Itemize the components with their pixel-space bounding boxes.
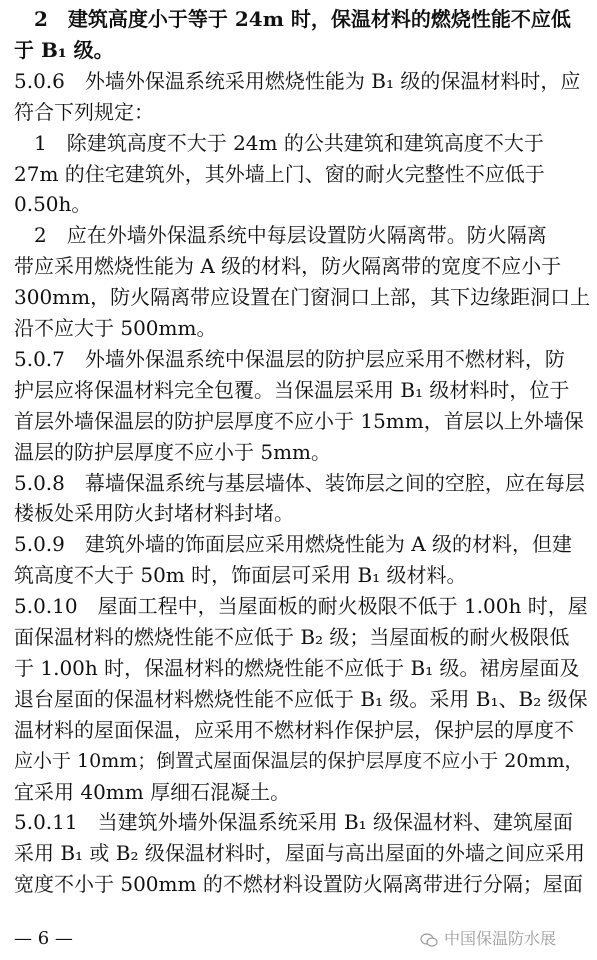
text-line: 5.0.8 幕墙保温系统与基层墙体、装饰层之间的空腔，应在每层 <box>14 470 585 495</box>
text-line: 0.50h。 <box>14 192 92 217</box>
text-line: 5.0.10 屋面工程中，当屋面板的耐火极限不低于 1.00h 时，屋 <box>14 594 588 619</box>
text-line: 2 应在外墙外保温系统中每层设置防火隔离带。防火隔离 <box>14 223 547 248</box>
text-line: 沿不应大于 500mm。 <box>14 316 217 340</box>
text-line: 5.0.7 外墙外保温系统中保温层的防护层应采用不燃材料，防 <box>14 346 565 371</box>
text-line: 温层的防护层厚度不应小于 5mm。 <box>14 439 332 464</box>
text-line: 符合下列规定： <box>14 99 154 124</box>
text-line: 护层应将保温材料完全包覆。当保温层采用 B₁ 级材料时，位于 <box>14 377 570 402</box>
text-line: 宽度不小于 500mm 的不燃材料设置防火隔离带进行分隔；屋面 <box>14 872 583 897</box>
text-line: 带应采用燃烧性能为 A 级的材料，防火隔离带的宽度不应小于 <box>14 254 562 279</box>
text-line: 面保温材料的燃烧性能不应低于 B₂ 级；当屋面板的耐火极限低 <box>14 625 570 649</box>
watermark-text: 中国保温防水展 <box>444 929 557 948</box>
text-line: 温材料的屋面保温，应采用不燃材料作保护层，保护层的厚度不 <box>14 717 574 742</box>
text-line: 300mm，防火隔离带应设置在门窗洞口上部，其下边缘距洞口上 <box>14 285 591 310</box>
text-line: 5.0.9 建筑外墙的饰面层应采用燃烧性能为 A 级的材料，但建 <box>14 532 573 557</box>
text-line: 筑高度不大于 50m 时，饰面层可采用 B₁ 级材料。 <box>14 563 467 588</box>
text-line: 采用 B₁ 或 B₂ 级保温材料时，屋面与高出屋面的外墙之间应采用 <box>14 841 585 866</box>
text-line: 退台屋面的保温材料燃烧性能不应低于 B₁ 级。采用 B₁、B₂ 级保 <box>14 686 588 711</box>
text-line: 于 1.00h 时，保温材料的燃烧性能不应低于 B₁ 级。裙房屋面及 <box>14 655 580 680</box>
text-line: 首层外墙保温层的防护层厚度不应小于 15mm，首层以上外墙保 <box>14 408 584 433</box>
text-line: 5.0.6 外墙外保温系统采用燃烧性能为 B₁ 级的保温材料时，应 <box>14 68 581 93</box>
text-line: 楼板处采用防火封堵材料封堵。 <box>14 501 294 526</box>
text-line: 1 除建筑高度不大于 24m 的公共建筑和建筑高度不大于 <box>14 130 544 155</box>
text-line: 应小于 10mm；倒置式屋面保温层的保护层厚度不应小于 20mm， <box>14 749 584 772</box>
text-line: 5.0.11 当建筑外墙外保温系统采用 B₁ 级保温材料、建筑屋面 <box>14 810 574 835</box>
page-number: — 6 — <box>14 928 73 949</box>
watermark <box>420 924 556 954</box>
wechat-icon <box>420 933 438 947</box>
text-line: 2 建筑高度小于等于 24m 时，保温材料的燃烧性能不应低 <box>14 7 571 31</box>
text-line: 宜采用 40mm 厚细石混凝土。 <box>14 779 291 804</box>
text-line: 27m 的住宅建筑外，其外墙上门、窗的耐火完整性不应低于 <box>14 161 545 186</box>
text-line: 于 B₁ 级。 <box>14 37 114 62</box>
